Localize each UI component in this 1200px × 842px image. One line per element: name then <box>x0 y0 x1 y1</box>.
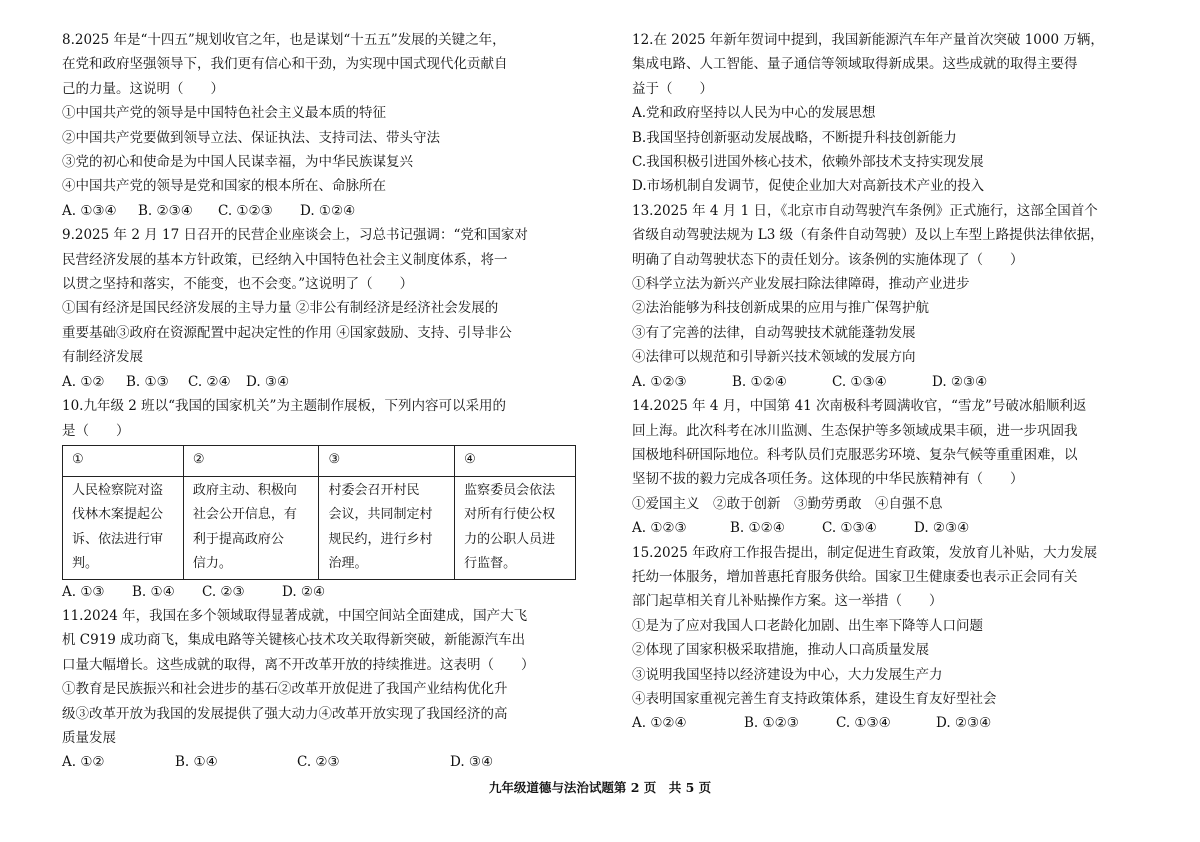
q14-options <box>632 516 1142 540</box>
q14-stem-line: 14.2025 年 4 月，中国第 41 次南极科考圆满收官，“雪龙”号破冰船顺利返 <box>632 398 1087 415</box>
q14-option-a[interactable]: A. ①②③ <box>632 520 687 537</box>
q13-stem-line: 13.2025 年 4 月 1 日，《北京市自动驾驶汽车条例》正式施行，这部全国首个 <box>632 202 1098 219</box>
q10-cell-4 <box>455 476 576 579</box>
q8-item: ③党的初心和使命是为中国人民谋幸福，为中华民族谋复兴 <box>62 154 413 171</box>
q14-item: ①爱国主义 ②敢于创新 ③勤劳勇敢 ④自强不息 <box>632 495 943 512</box>
q8-stem-line: 己的力量。这说明（ ） <box>62 80 224 97</box>
q9-options <box>62 370 580 394</box>
q15-stem-line: 托幼一体服务，增加普惠托育服务供给。国家卫生健康委也表示正会同有关 <box>632 568 1078 585</box>
q10-options <box>62 580 580 604</box>
q13-item: ②法治能够为科技创新成果的应用与推广保驾护航 <box>632 300 929 317</box>
cell-line: 治理。 <box>328 556 368 572</box>
q9-item: ①国有经济是国民经济发展的主导力量 ②非公有制经济是经济社会发展的 <box>62 300 499 317</box>
q10-option-a[interactable]: A. ①③ <box>62 583 105 600</box>
q9-option-b[interactable]: B. ①③ <box>126 373 169 390</box>
q14-stem-line: 坚韧不拔的毅力完成各项任务。这体现的中华民族精神有（ ） <box>632 471 1024 488</box>
q9-option-c[interactable]: C. ②④ <box>188 373 231 390</box>
question-14 <box>632 394 1142 540</box>
q14-stem-line: 回上海。此次科考在冰川监测、生态保护等多领域成果丰硕，进一步巩固我 <box>632 422 1078 439</box>
q13-stem-line: 省级自动驾驶法规为 L3 级（有条件自动驾驶）及以上车型上路提供法律依据， <box>632 227 1104 244</box>
q15-option-d[interactable]: D. ②③④ <box>936 715 992 732</box>
q9-option-a[interactable]: A. ①② <box>62 373 105 390</box>
q9-option-d[interactable]: D. ③④ <box>246 373 290 390</box>
q10-header-1: ① <box>63 445 184 476</box>
q15-item: ②体现了国家积极采取措施，推动人口高质量发展 <box>632 642 929 659</box>
q9-stem-line: 9.2025 年 2 月 17 日召开的民营企业座谈会上，习总书记强调：“党和国家对 <box>62 227 528 244</box>
q15-option-c[interactable]: C. ①③④ <box>836 715 891 732</box>
cell-line: 规民约，进行乡村 <box>328 531 433 547</box>
q8-option-a[interactable]: A. ①③④ <box>62 202 117 219</box>
cell-line: 会议，共同制定村 <box>328 507 433 523</box>
q15-stem-line: 15.2025 年政府工作报告提出，制定促进生育政策，发放育儿补贴，大力发展 <box>632 544 1098 561</box>
q8-item: ④中国共产党的领导是党和国家的根本所在、命脉所在 <box>62 178 386 195</box>
q15-option-a[interactable]: A. ①②④ <box>632 715 687 732</box>
cell-line: 利于提高政府公 <box>192 531 284 547</box>
q9-stem-line: 民营经济发展的基本方针政策，已经纳入中国特色社会主义制度体系，将一 <box>62 251 508 268</box>
q10-option-d[interactable]: D. ②④ <box>282 583 326 600</box>
q10-cell-1 <box>63 476 184 579</box>
q12-stem-line: 12.在 2025 年新年贺词中提到，我国新能源汽车年产量首次突破 1000 万辆， <box>632 32 1104 48</box>
question-9 <box>62 223 580 394</box>
q9-item: 有制经济发展 <box>62 349 143 366</box>
q8-stem-line: 在党和政府坚强领导下，我们更有信心和干劲，为实现中国式现代化贡献自 <box>62 56 508 73</box>
q14-option-c[interactable]: C. ①③④ <box>822 520 877 537</box>
q12-option-a[interactable]: A.党和政府坚持以人民为中心的发展思想 <box>632 105 876 122</box>
q14-stem-line: 国极地科研国际地位。科考队员们克服恶劣环境、复杂气候等重重困难，以 <box>632 446 1078 463</box>
q10-cell-2 <box>183 476 319 579</box>
q9-item: 重要基础③政府在资源配置中起决定性的作用 ④国家鼓励、支持、引导非公 <box>62 324 512 341</box>
q15-stem-line: 部门起草相关育儿补贴操作方案。这一举措（ ） <box>632 593 943 610</box>
cell-line: 诉、依法进行审 <box>72 531 164 547</box>
q11-item: 质量发展 <box>62 729 116 746</box>
q8-stem-line: 8.2025 年是“十四五”规划收官之年，也是谋划“十五五”发展的关键之年， <box>62 32 506 48</box>
cell-line: 对所有行使公权 <box>464 507 556 523</box>
q15-option-b[interactable]: B. ①②③ <box>744 715 799 732</box>
q11-stem-line: 口量大幅增长。这些成就的取得，离不开改革开放的持续推进。这表明（ ） <box>62 656 535 673</box>
q15-item: ④表明国家重视完善生育支持政策体系，建设生育友好型社会 <box>632 690 997 707</box>
q8-options <box>62 199 580 223</box>
q12-option-b[interactable]: B.我国坚持创新驱动发展战略，不断提升科技创新能力 <box>632 129 957 146</box>
cell-line: 伐林木案提起公 <box>72 507 164 523</box>
q12-option-c[interactable]: C.我国积极引进国外核心技术，依赖外部技术支持实现发展 <box>632 154 984 171</box>
cell-line: 村委会召开村民 <box>328 482 420 498</box>
q10-stem-line: 是（ ） <box>62 422 130 439</box>
cell-line: 力的公职人员进 <box>464 531 556 547</box>
q11-stem-line: 机 C919 成功商飞，集成电路等关键核心技术攻关取得新突破，新能源汽车出 <box>62 632 526 649</box>
q10-header-3: ③ <box>319 445 455 476</box>
q8-option-b[interactable]: B. ②③④ <box>138 202 193 219</box>
q11-stem-line: 11.2024 年，我国在多个领域取得显著成就，中国空间站全面建成，国产大飞 <box>62 607 528 624</box>
q15-item: ①是为了应对我国人口老龄化加剧、出生率下降等人口问题 <box>632 617 983 634</box>
q8-option-d[interactable]: D. ①②④ <box>300 202 356 219</box>
q11-options <box>62 750 580 774</box>
q10-option-b[interactable]: B. ①④ <box>132 583 175 600</box>
cell-line: 人民检察院对盗 <box>72 482 164 498</box>
q13-option-c[interactable]: C. ①③④ <box>832 373 887 390</box>
q11-option-d[interactable]: D. ③④ <box>450 754 494 771</box>
q11-item: ①教育是民族振兴和社会进步的基石②改革开放促进了我国产业结构优化升 <box>62 681 508 698</box>
q13-stem-line: 明确了自动驾驶状态下的责任划分。该条例的实施体现了（ ） <box>632 251 1024 268</box>
cell-line: 监察委员会依法 <box>464 482 556 498</box>
question-12 <box>632 28 1142 199</box>
cell-line: 社会公开信息，有 <box>192 507 297 523</box>
q10-cell-3 <box>319 476 455 579</box>
question-11 <box>62 604 580 775</box>
q8-item: ①中国共产党的领导是中国特色社会主义最本质的特征 <box>62 105 386 122</box>
q13-option-b[interactable]: B. ①②④ <box>732 373 787 390</box>
q15-options <box>632 711 1142 735</box>
cell-line: 行监督。 <box>464 556 517 572</box>
q8-item: ②中国共产党要做到领导立法、保证执法、支持司法、带头守法 <box>62 129 440 146</box>
right-column <box>632 28 1142 736</box>
q12-stem-line: 集成电路、人工智能、量子通信等领域取得新成果。这些成就的取得主要得 <box>632 56 1078 73</box>
left-column <box>62 28 580 775</box>
q10-option-c[interactable]: C. ②③ <box>202 583 245 600</box>
q13-options <box>632 370 1142 394</box>
q15-item: ③说明我国坚持以经济建设为中心，大力发展生产力 <box>632 666 943 683</box>
q10-table <box>62 445 576 580</box>
page-footer: 九年级道德与法治试题第 2 页 共 5 页 <box>488 780 712 795</box>
q14-option-b[interactable]: B. ①②④ <box>730 520 785 537</box>
question-15 <box>632 541 1142 736</box>
q11-option-b[interactable]: B. ①④ <box>175 754 218 771</box>
q10-header-4: ④ <box>455 445 576 476</box>
question-8 <box>62 28 580 223</box>
q11-item: 级③改革开放为我国的发展提供了强大动力④改革开放实现了我国经济的高 <box>62 705 508 722</box>
question-13 <box>632 199 1142 394</box>
q13-item: ①科学立法为新兴产业发展扫除法律障碍，推动产业进步 <box>632 276 970 293</box>
q12-option-d[interactable]: D.市场机制自发调节，促使企业加大对高新技术产业的投入 <box>632 178 985 195</box>
q13-option-d[interactable]: D. ②③④ <box>932 373 988 390</box>
q8-option-c[interactable]: C. ①②③ <box>218 202 273 219</box>
cell-line: 信力。 <box>192 556 232 572</box>
q13-item: ③有了完善的法律，自动驾驶技术就能蓬勃发展 <box>632 324 916 341</box>
cell-line: 政府主动、积极向 <box>192 482 297 498</box>
q13-option-a[interactable]: A. ①②③ <box>632 373 687 390</box>
q14-option-d[interactable]: D. ②③④ <box>914 520 970 537</box>
q10-stem-line: 10.九年级 2 班以“我国的国家机关”为主题制作展板，下列内容可以采用的 <box>62 398 506 415</box>
q9-stem-line: 以贯之坚持和落实，不能变，也不会变。”这说明了（ ） <box>62 276 414 293</box>
q11-option-a[interactable]: A. ①② <box>62 754 105 771</box>
cell-line: 判。 <box>72 556 99 572</box>
q11-option-c[interactable]: C. ②③ <box>297 754 340 771</box>
q12-stem-line: 益于（ ） <box>632 80 713 97</box>
q10-header-2: ② <box>183 445 319 476</box>
q13-item: ④法律可以规范和引导新兴技术领域的发展方向 <box>632 349 916 366</box>
question-10 <box>62 394 580 604</box>
